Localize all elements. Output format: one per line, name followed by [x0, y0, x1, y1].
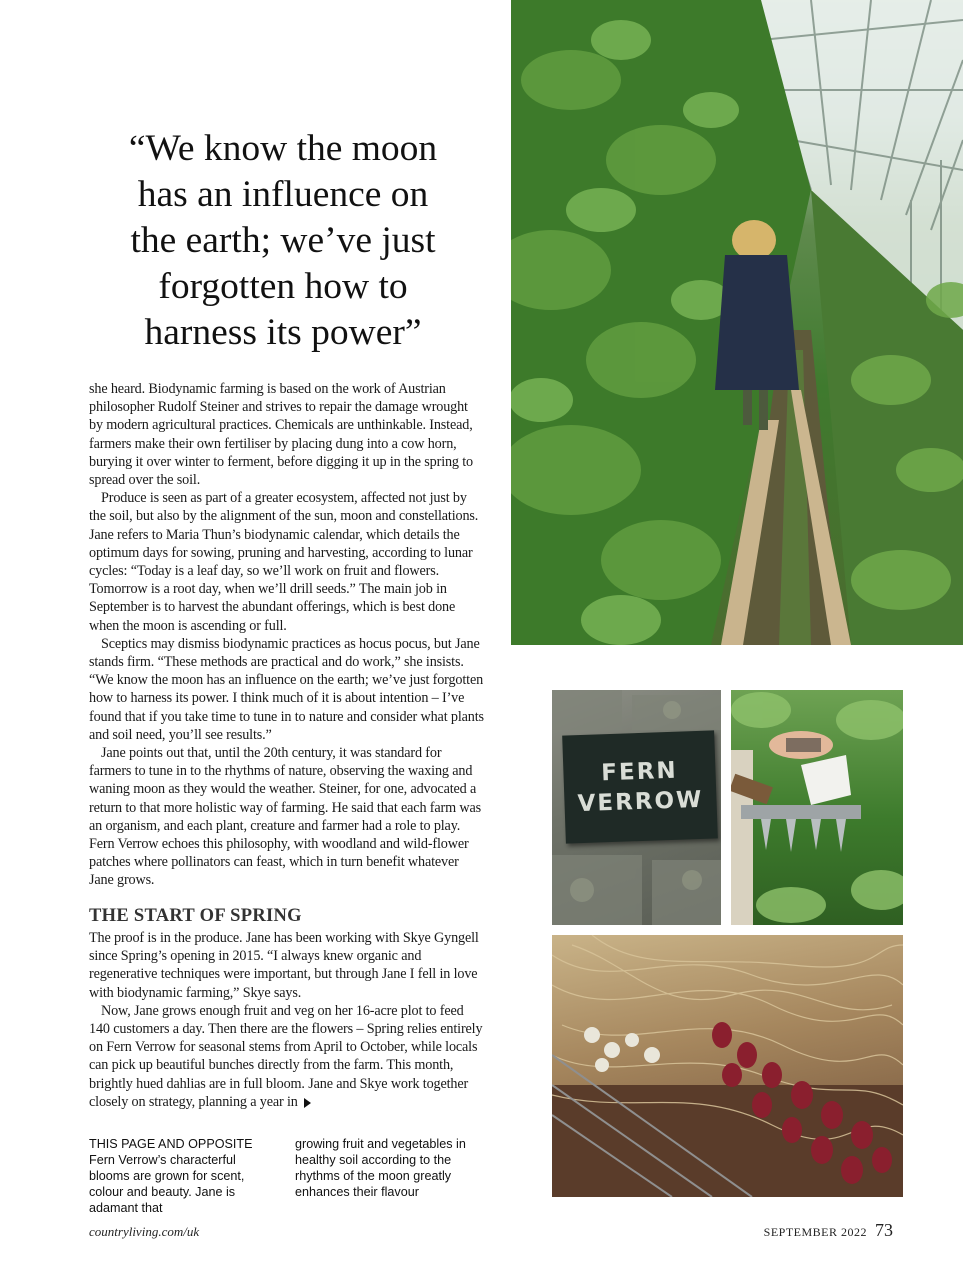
footer-website: countryliving.com/uk	[89, 1224, 200, 1239]
caption-column-2: growing fruit and vegetables in healthy soil according to the rhythms of the moon greatly enhances their flavour	[295, 1137, 466, 1199]
pull-quote-line: “We know the moon	[128, 128, 438, 169]
sowing-photo	[731, 690, 903, 925]
body-paragraph: The proof is in the produce. Jane has been working with Skye Gyngell since Spring’s opening in 2015. “I always knew organic and regenerative techniques were important, but through Jane I fell in love with biodynamic farming,” Skye says.	[89, 930, 479, 1001]
pull-quote-line: harness its power”	[144, 312, 422, 353]
pull-quote-line: has an influence on	[137, 174, 429, 215]
section-heading: THE START OF SPRING	[89, 906, 302, 926]
body-paragraph: she heard. Biodynamic farming is based on the work of Austrian philosopher Rudolf Steiner and strives to repair the damage wrought by modern agricultural practices. Chemicals are unthinkable. Instead, farmers make their own fertiliser by placing dung into a cow horn, burying it over winter to ferment, before digging it up in the spring to spread over the soil.	[89, 381, 474, 489]
continue-arrow-icon	[304, 1098, 311, 1108]
onions-photo	[552, 935, 903, 1197]
body-paragraph: Produce is seen as part of a greater ecosystem, affected not just by the soil, but also by the alignment of the sun, moon and constellations. Jane refers to Maria Thun’s biodynamic calendar, which details the optimum days for sowing, pruning and harvesting, according to lunar cycles: “Today is a leaf day, so we’ll work on fruit and flowers. Tomorrow is a root day, when we’ll drill seeds.” The main job in September is to harvest the abundant offerings, which is best done when the moon is ascending or full.	[89, 490, 479, 634]
greenhouse-illustration	[511, 0, 963, 645]
sowing-illustration	[731, 690, 903, 925]
greenhouse-photo	[511, 0, 963, 645]
body-paragraph: Jane points out that, until the 20th century, it was standard for farmers to tune in to the rhythms of nature, observing the waxing and waning moon as they would the weather. Steiner, for one, advocated a return to that more holistic way of farming. He said that each farm was an organism, and each plant, creature and farmer had a role to play. Fern Verrow echoes this philosophy, with woodland and wild-flower patches where pollinators can feast, which in turn benefit whatever Jane grows.	[89, 745, 481, 889]
pull-quote-line: forgotten how to	[158, 266, 408, 307]
onions-illustration	[552, 935, 903, 1197]
page-number: 73	[875, 1220, 893, 1240]
sign-line: FERN	[600, 757, 679, 787]
sign-photo	[552, 690, 721, 925]
body-paragraph	[89, 1002, 485, 1111]
pull-quote	[100, 126, 466, 356]
issue-date: SEPTEMBER 2022	[763, 1225, 867, 1239]
caption-column-1: THIS PAGE AND OPPOSITE Fern Verrow’s characterful blooms are grown for scent, colour and beauty. Jane is adamant that	[89, 1137, 253, 1215]
section-body	[89, 929, 485, 1111]
sign-line: VERROW	[577, 786, 704, 818]
body-paragraph: Sceptics may dismiss biodynamic practices as hocus pocus, but Jane stands firm. “These methods are practical and do work,” she insists. “We know the moon has an influence on the earth; we’ve just forgotten how to harness its power. I think much of it is about intention – I’ve found that if you take time to tune in to nature and consider what plants and soil need, you’ll see results.”	[89, 635, 484, 743]
pull-quote-line: the earth; we’ve just	[130, 220, 436, 261]
article-body	[89, 380, 485, 890]
footer-issue	[764, 1220, 893, 1241]
body-paragraph-text: Now, Jane grows enough fruit and veg on her 16-acre plot to feed 140 customers a day. Then there are the flowers – Spring relies entirely on Fern Verrow for seasonal stems from April to October, while locals can pick up beautiful bunches directly from the farm. This month, brightly hued dahlias are in full bloom. Jane and Skye work together closely on strategy, planning a year in	[89, 1002, 483, 1110]
fern-verrow-sign	[562, 730, 718, 843]
